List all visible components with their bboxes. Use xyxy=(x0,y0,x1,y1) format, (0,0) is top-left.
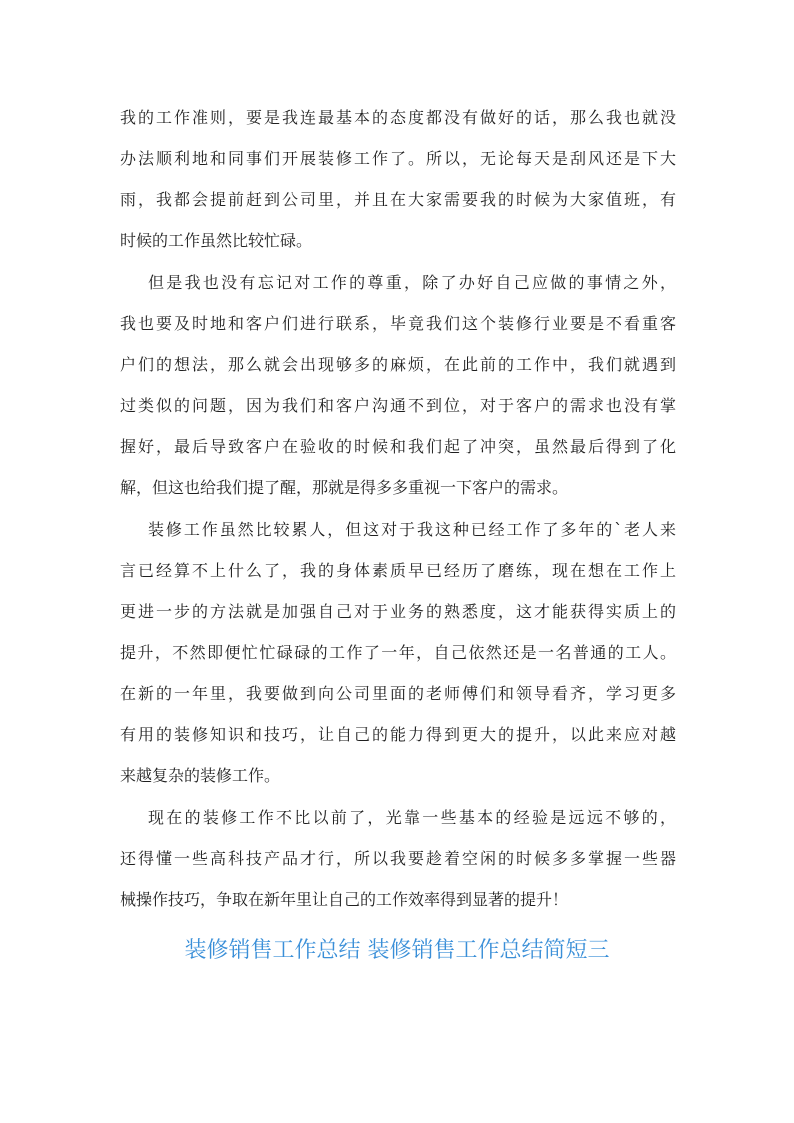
paragraph-2-line-3: 户们的想法，那么就会出现够多的麻烦，在此前的工作中，我们就遇到 xyxy=(120,355,676,374)
paragraph-4-line-2: 还得懂一些高科技产品才行，所以我要趁着空闲的时候多多掌握一些器 xyxy=(120,849,676,868)
paragraph-1-line-2: 办法顺利地和同事们开展装修工作了。所以，无论每天是刮风还是下大 xyxy=(120,149,676,168)
paragraph-2-line-1: 但是我也没有忘记对工作的尊重，除了办好自己应做的事情之外， xyxy=(148,273,676,292)
paragraph-1-line-4: 时候的工作虽然比较忙碌。 xyxy=(120,231,313,250)
paragraph-3-line-4: 提升，不然即便忙忙碌碌的工作了一年，自己依然还是一名普通的工人。 xyxy=(120,643,676,662)
section-heading: 装修销售工作总结 装修销售工作总结简短三 xyxy=(184,938,610,963)
paragraph-3-line-1: 装修工作虽然比较累人，但这对于我这种已经工作了多年的`老人来 xyxy=(148,520,676,539)
paragraph-2-line-2: 我也要及时地和客户们进行联系，毕竟我们这个装修行业要是不看重客 xyxy=(120,314,676,333)
paragraph-2-line-4: 过类似的问题，因为我们和客户沟通不到位，对于客户的需求也没有掌 xyxy=(120,396,676,415)
paragraph-2-line-6: 解，但这也给我们提了醒，那就是得多多重视一下客户的需求。 xyxy=(120,478,569,497)
paragraph-1-line-1: 我的工作准则，要是我连最基本的态度都没有做好的话，那么我也就没 xyxy=(120,108,676,127)
paragraph-3-line-7: 来越复杂的装修工作。 xyxy=(120,766,281,785)
paragraph-2-line-5: 握好，最后导致客户在验收的时候和我们起了冲突，虽然最后得到了化 xyxy=(120,437,676,456)
paragraph-3-line-2: 言已经算不上什么了，我的身体素质早已经历了磨练，现在想在工作上 xyxy=(120,561,676,580)
paragraph-3-line-3: 更进一步的方法就是加强自己对于业务的熟悉度，这才能获得实质上的 xyxy=(120,602,676,621)
paragraph-4-line-3: 械操作技巧，争取在新年里让自己的工作效率得到显著的提升！ xyxy=(120,890,569,909)
paragraph-3-line-6: 有用的装修知识和技巧，让自己的能力得到更大的提升，以此来应对越 xyxy=(120,725,676,744)
paragraph-4-line-1: 现在的装修工作不比以前了，光靠一些基本的经验是远远不够的， xyxy=(148,808,676,827)
paragraph-1-line-3: 雨，我都会提前赶到公司里，并且在大家需要我的时候为大家值班，有 xyxy=(120,190,676,209)
paragraph-3-line-5: 在新的一年里，我要做到向公司里面的老师傅们和领导看齐，学习更多 xyxy=(120,684,676,703)
